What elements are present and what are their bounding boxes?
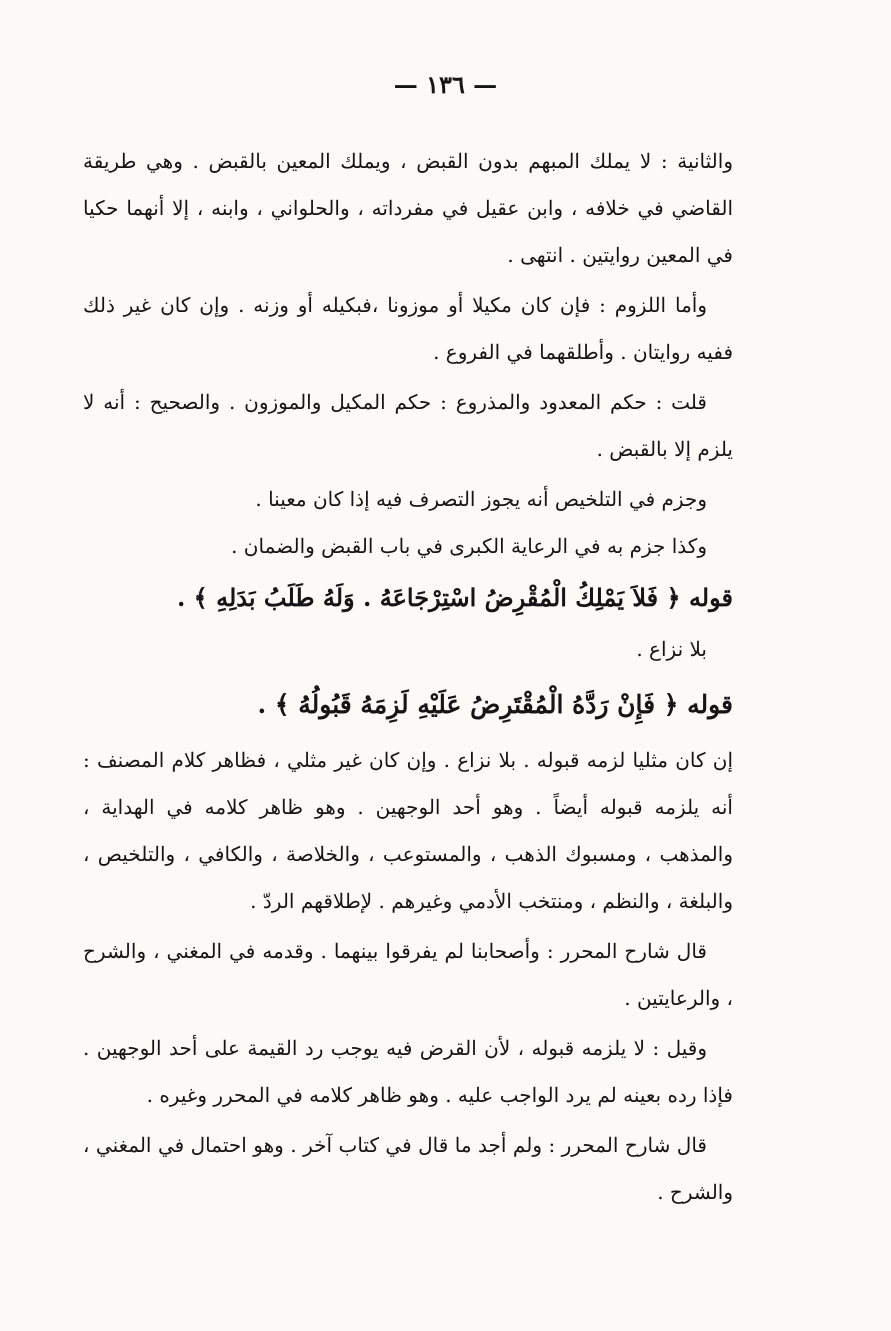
paragraph-second-narration: والثانية : لا يملك المبهم بدون القبض ، ويملك المعين بالقبض . وهي طريقة القاضي في خلافه ، وابن عقيل في مفرداته ، والحلواني ، وابنه ، إلا أنهما حكيا في المعين روايتين . انتهى . [83, 149, 733, 267]
quote-heading-1-text: ﴿ فَلاَ يَمْلِكُ الْمُقْرِضُ اسْتِرْجَاعَهُ . وَلَهُ طَلَبُ بَدَلِهِ ﴾ . [176, 583, 681, 612]
quote-heading-2 [83, 673, 733, 737]
paragraph-talkhis: وجزم في التلخيص أنه يجوز التصرف فيه إذا كان معينا . [255, 487, 707, 511]
paragraph-qultu: قلت : حكم المعدود والمذروع : حكم المكيل والموزون . والصحيح : أنه لا يلزم إلا بالقبض . [83, 390, 733, 461]
quote-heading-1-prefix: قوله [688, 583, 733, 612]
page-body [83, 138, 733, 1216]
quote-heading-2-prefix: قوله [687, 690, 733, 719]
paragraph-luzum: وأما اللزوم : فإن كان مكيلا أو موزونا ،فبكيله أو وزنه . وإن كان غير ذلك ففيه روايتان . وأطلقهما في الفروع . [83, 293, 733, 364]
quote-heading-1 [83, 570, 733, 626]
paragraph-sharih-1: قال شارح المحرر : وأصحابنا لم يفرقوا بينهما . وقدمه في المغني ، والشرح ، والرعايتين . [83, 939, 733, 1010]
paragraph-bila-nizaa: بلا نزاع . [636, 637, 707, 661]
paragraph-sharih-2: قال شارح المحرر : ولم أجد ما قال في كتاب آخر . وهو احتمال في المغني ، والشرح . [83, 1133, 733, 1204]
page-number: — ١٣٦ — [393, 70, 498, 99]
quote-heading-2-text: ﴿ فَإِنْ رَدَّهُ الْمُقْتَرِضُ عَلَيْهِ لَزِمَهُ قَبُولُهُ ﴾ . [257, 690, 679, 719]
paragraph-riaya: وكذا جزم به في الرعاية الكبرى في باب القبض والضمان . [231, 534, 707, 558]
paragraph-mithli: إن كان مثليا لزمه قبوله . بلا نزاع . وإن كان غير مثلي ، فظاهر كلام المصنف : أنه يلزمه قبوله أيضاً . وهو أحد الوجهين . وهو ظاهر كلامه في الهداية ، والمذهب ، ومسبوك الذهب ، والمستوعب ، والخلاصة ، والكافي ، والتلخيص ، والبلغة ، والنظم ، ومنتخب الأدمي وغيرهم . لإطلاقهم الردّ . [83, 748, 733, 913]
paragraph-qila: وقيل : لا يلزمه قبوله ، لأن القرض فيه يوجب رد القيمة على أحد الوجهين . فإذا رده بعينه لم يرد الواجب عليه . وهو ظاهر كلامه في المحرر وغيره . [83, 1036, 733, 1107]
